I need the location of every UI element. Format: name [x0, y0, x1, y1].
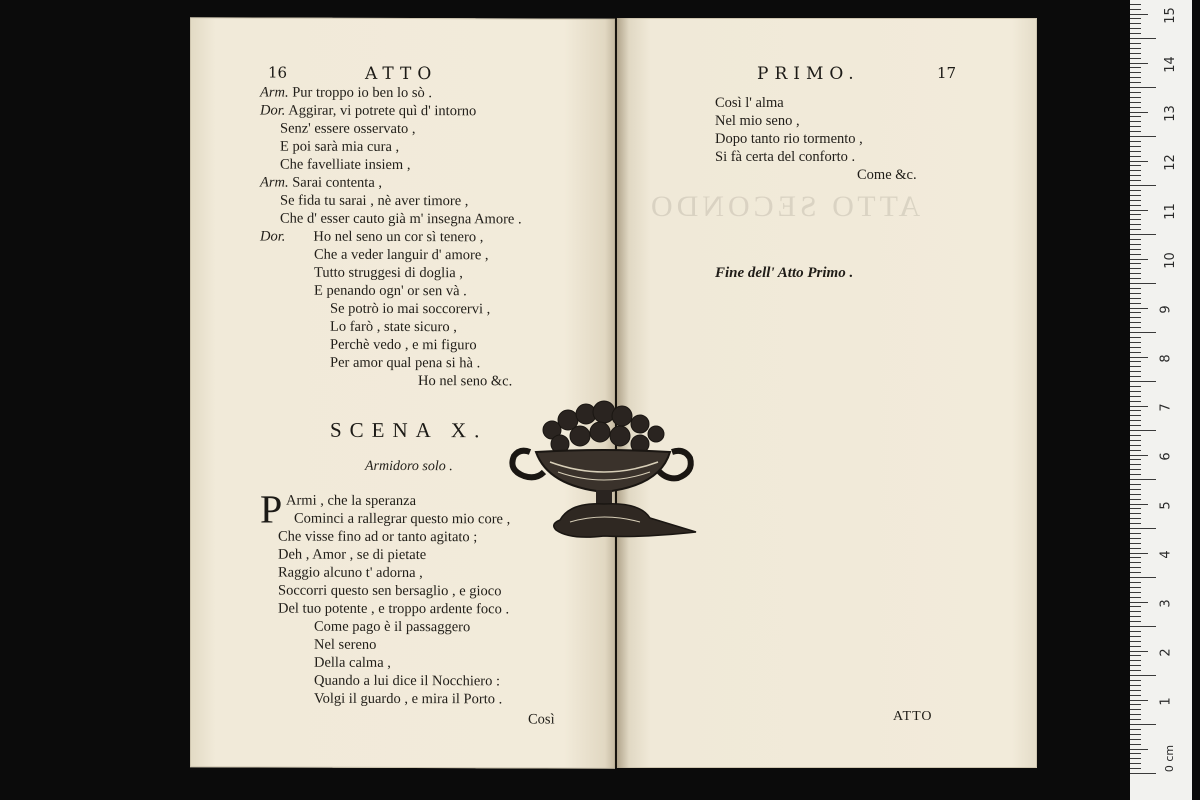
ruler-tick [1130, 651, 1148, 652]
ruler-tick [1130, 675, 1156, 676]
ruler-tick [1130, 33, 1141, 34]
page-number: 16 [268, 63, 288, 82]
ruler-tick [1130, 67, 1141, 68]
ruler-tick [1130, 749, 1148, 750]
catchword: ATTO [893, 709, 933, 724]
ruler-tick [1130, 92, 1141, 93]
ruler-number: 13 [1162, 105, 1178, 122]
ruler-tick [1130, 484, 1141, 485]
ruler-tick [1130, 254, 1141, 255]
ruler-tick [1130, 317, 1141, 318]
ruler-tick [1130, 357, 1148, 358]
running-head: ATTO [365, 63, 438, 85]
text-line: Arm. Pur troppo io ben lo sò . [260, 84, 432, 102]
ruler-tick [1130, 670, 1141, 671]
ruler-number: 9 [1158, 305, 1174, 314]
ruler-tick [1130, 308, 1148, 309]
text-line: Tutto struggesi di doglia , [314, 264, 463, 282]
ruler-tick [1130, 641, 1141, 642]
text-line: Deh , Amor , se di pietate [278, 546, 427, 564]
ruler-tick [1130, 739, 1141, 740]
ruler-tick [1130, 700, 1148, 701]
ruler-tick [1130, 616, 1141, 617]
ruler-tick [1130, 577, 1156, 578]
ruler-tick [1130, 518, 1141, 519]
text-line: Che favelliate insiem , [280, 156, 411, 174]
text-line: Quando a lui dice il Nocchiero : [314, 672, 501, 690]
ruler-tick [1130, 660, 1141, 661]
text-line: Armi , che la speranza [286, 492, 417, 510]
ruler-number: 11 [1162, 203, 1178, 220]
ruler-tick [1130, 523, 1141, 524]
ruler-tick [1130, 303, 1141, 304]
ruler-tick [1130, 214, 1141, 215]
ruler-tick [1130, 165, 1141, 166]
text-line: Lo farò , state sicuro , [330, 318, 457, 336]
ruler-tick [1130, 611, 1141, 612]
refrain: Come &c. [857, 167, 917, 183]
running-head: PRIMO. [757, 64, 860, 84]
ruler-tick [1130, 58, 1141, 59]
text-line: Arm. Sarai contenta , [260, 174, 383, 191]
ruler-number: 12 [1162, 154, 1178, 171]
ruler-tick [1130, 210, 1148, 211]
ruler-tick [1130, 704, 1141, 705]
fruit-bowl-ornament [500, 390, 710, 550]
ruler-tick [1130, 87, 1156, 88]
text-line: Cominci a rallegrar questo mio core , [294, 510, 511, 528]
ruler-tick [1130, 557, 1141, 558]
ruler-tick [1130, 283, 1156, 284]
ruler-tick [1130, 116, 1141, 117]
ruler-tick [1130, 161, 1148, 162]
text-line: Se fida tu sarai , nè aver timore , [280, 192, 469, 210]
text-line: E penando ogn' or sen và . [314, 282, 467, 300]
ruler-tick [1130, 224, 1141, 225]
text-line: Dor. Aggirar, vi potrete quì d' intorno [260, 102, 477, 120]
ruler-tick [1130, 102, 1141, 103]
ruler-tick [1130, 48, 1141, 49]
ruler-tick [1130, 655, 1141, 656]
ruler-tick [1130, 763, 1141, 764]
ruler-tick [1130, 77, 1141, 78]
ruler-tick [1130, 406, 1148, 407]
ruler-tick [1130, 278, 1141, 279]
ruler-number: 4 [1158, 550, 1174, 559]
ruler-tick [1130, 18, 1141, 19]
ruler-tick [1130, 626, 1156, 627]
ruler-tick [1130, 572, 1141, 573]
ruler-tick [1130, 690, 1141, 691]
text-line: Senz' essere osservato , [280, 120, 416, 138]
ruler-tick [1130, 371, 1141, 372]
ruler-tick [1130, 602, 1148, 603]
ruler-tick [1130, 459, 1141, 460]
ruler-tick [1130, 273, 1141, 274]
text-line: Del tuo potente , e troppo ardente foco . [278, 600, 510, 618]
ruler-tick [1130, 342, 1141, 343]
ruler-tick [1130, 538, 1141, 539]
ruler-tick [1130, 773, 1156, 774]
ruler-tick [1130, 474, 1141, 475]
ruler-tick [1130, 23, 1141, 24]
act-end-title: Fine dell' Atto Primo . [715, 265, 854, 281]
ruler-tick [1130, 504, 1148, 505]
ruler-tick [1130, 455, 1148, 456]
ruler-tick [1130, 533, 1141, 534]
ruler-tick [1130, 185, 1156, 186]
ruler-tick [1130, 636, 1141, 637]
ruler-tick [1130, 72, 1141, 73]
ruler-tick [1130, 9, 1141, 10]
text-line: Ho nel seno &c. [418, 373, 513, 390]
ruler-tick [1130, 430, 1156, 431]
ruler-tick [1130, 156, 1141, 157]
ruler-tick [1130, 136, 1156, 137]
ruler-tick [1130, 239, 1141, 240]
ruler-tick [1130, 396, 1141, 397]
ruler-tick [1130, 190, 1141, 191]
ruler-tick [1130, 646, 1141, 647]
ruler-tick [1130, 734, 1141, 735]
text-line: Che a veder languir d' amore , [314, 246, 489, 264]
ruler-tick [1130, 259, 1148, 260]
ruler-tick [1130, 695, 1141, 696]
ruler-tick [1130, 489, 1141, 490]
page-number: 17 [937, 64, 957, 82]
ruler-tick [1130, 200, 1141, 201]
ruler-tick [1130, 440, 1141, 441]
text-line: Soccorri questo sen bersaglio , e gioco [278, 582, 502, 600]
ruler-tick [1130, 244, 1141, 245]
ruler-tick [1130, 631, 1141, 632]
ruler-tick [1130, 28, 1141, 29]
ruler-tick [1130, 268, 1141, 269]
ruler-tick [1130, 151, 1141, 152]
ruler-tick [1130, 714, 1141, 715]
ruler-number: 8 [1158, 354, 1174, 363]
ruler-tick [1130, 337, 1141, 338]
ruler-tick [1130, 410, 1141, 411]
ruler-tick [1130, 141, 1141, 142]
ruler-tick [1130, 469, 1141, 470]
ruler-tick [1130, 347, 1141, 348]
text-line: Così l' alma [715, 95, 784, 111]
ruler-tick [1130, 445, 1141, 446]
ruler-tick [1130, 366, 1141, 367]
ruler-number: 3 [1158, 599, 1174, 608]
ruler-tick [1130, 729, 1141, 730]
ruler-tick [1130, 553, 1148, 554]
ruler-tick [1130, 288, 1141, 289]
ruler-tick [1130, 621, 1141, 622]
ruler-number: 2 [1158, 648, 1174, 657]
ruler-tick [1130, 435, 1141, 436]
ruler-tick [1130, 332, 1156, 333]
ruler-tick [1130, 249, 1141, 250]
ruler-tick [1130, 112, 1148, 113]
ruler-tick [1130, 97, 1141, 98]
text-line: Nel mio seno , [715, 113, 800, 129]
ruler-number: 15 [1162, 7, 1178, 24]
text-line: Dopo tanto rio tormento , [715, 131, 863, 147]
ruler-tick [1130, 494, 1141, 495]
ruler-tick [1130, 758, 1141, 759]
ruler-tick [1130, 126, 1141, 127]
ruler-tick [1130, 146, 1141, 147]
ruler-tick [1130, 567, 1141, 568]
ruler-tick [1130, 543, 1141, 544]
ruler-tick [1130, 38, 1156, 39]
ruler-tick [1130, 14, 1148, 15]
text-line: Della calma , [314, 654, 391, 671]
ruler-tick [1130, 386, 1141, 387]
ruler-tick [1130, 420, 1141, 421]
drop-cap: P [260, 486, 283, 532]
text-line: Perchè vedo , e mi figuro [330, 336, 477, 354]
ruler-tick [1130, 43, 1141, 44]
text-line: Per amor qual pena si hà . [330, 354, 481, 372]
ruler-tick [1130, 175, 1141, 176]
measurement-ruler [1130, 0, 1192, 800]
ruler-tick [1130, 768, 1141, 769]
ruler-tick [1130, 450, 1141, 451]
ruler-tick [1130, 180, 1141, 181]
ruler-tick [1130, 724, 1156, 725]
ruler-tick [1130, 4, 1141, 5]
ruler-tick [1130, 195, 1141, 196]
ruler-tick [1130, 219, 1141, 220]
catchword: Così [528, 711, 555, 728]
ruler-number: 10 [1162, 252, 1178, 269]
ruler-tick [1130, 464, 1141, 465]
text-line: Dor. Ho nel seno un cor sì tenero , [260, 228, 484, 246]
ruler-tick [1130, 499, 1141, 500]
ruler-tick [1130, 665, 1141, 666]
ruler-tick [1130, 263, 1141, 264]
ruler-number: 7 [1158, 403, 1174, 412]
ruler-tick [1130, 352, 1141, 353]
ruler-tick [1130, 709, 1141, 710]
ruler-tick [1130, 425, 1141, 426]
text-line: Come pago è il passaggero [314, 618, 471, 636]
ruler-tick [1130, 528, 1156, 529]
ruler-tick [1130, 587, 1141, 588]
text-line: Se potrò io mai soccorervi , [330, 300, 491, 318]
scene-subheading: Armidoro solo . [365, 458, 453, 475]
ruler-tick [1130, 401, 1141, 402]
ruler-tick [1130, 381, 1156, 382]
ruler-tick [1130, 548, 1141, 549]
ruler-tick [1130, 391, 1141, 392]
text-line: Raggio alcuno t' adorna , [278, 564, 423, 582]
ruler-tick [1130, 597, 1141, 598]
text-line: Volgi il guardo , e mira il Porto . [314, 690, 503, 708]
ruler-number: 5 [1158, 501, 1174, 510]
text-line: E poi sarà mia cura , [280, 138, 400, 155]
ruler-tick [1130, 322, 1141, 323]
ruler-number: 14 [1162, 56, 1178, 73]
ruler-tick [1130, 298, 1141, 299]
ruler-tick [1130, 719, 1141, 720]
ruler-tick [1130, 170, 1141, 171]
text-line: Che d' esser cauto già m' insegna Amore . [280, 210, 522, 228]
ruler-tick [1130, 508, 1141, 509]
text-line: Si fà certa del conforto . [715, 149, 856, 165]
text-line: Nel sereno [314, 636, 377, 653]
ruler-tick [1130, 582, 1141, 583]
ruler-tick [1130, 592, 1141, 593]
ruler-tick [1130, 293, 1141, 294]
ruler-tick [1130, 680, 1141, 681]
ruler-tick [1130, 53, 1141, 54]
ruler-tick [1130, 327, 1141, 328]
ruler-tick [1130, 82, 1141, 83]
ruler-tick [1130, 513, 1141, 514]
ruler-tick [1130, 744, 1141, 745]
ruler-tick [1130, 312, 1141, 313]
ruler-unit-label: 0 cm [1163, 744, 1177, 773]
ruler-tick [1130, 562, 1141, 563]
show-through-text: ATTO SECONDO [647, 190, 921, 223]
ruler-tick [1130, 753, 1141, 754]
ruler-tick [1130, 107, 1141, 108]
ruler-tick [1130, 376, 1141, 377]
ruler-tick [1130, 63, 1148, 64]
ruler-tick [1130, 361, 1141, 362]
ruler-tick [1130, 131, 1141, 132]
ruler-tick [1130, 606, 1141, 607]
ruler-number: 1 [1158, 697, 1174, 706]
scene-heading: SCENA X. [330, 417, 488, 443]
ruler-tick [1130, 121, 1141, 122]
ruler-tick [1130, 234, 1156, 235]
ruler-tick [1130, 685, 1141, 686]
ruler-number: 6 [1158, 452, 1174, 461]
ruler-tick [1130, 205, 1141, 206]
ruler-tick [1130, 229, 1141, 230]
ruler-tick [1130, 479, 1156, 480]
text-line: Che visse fino ad or tanto agitato ; [278, 528, 478, 546]
ruler-tick [1130, 415, 1141, 416]
